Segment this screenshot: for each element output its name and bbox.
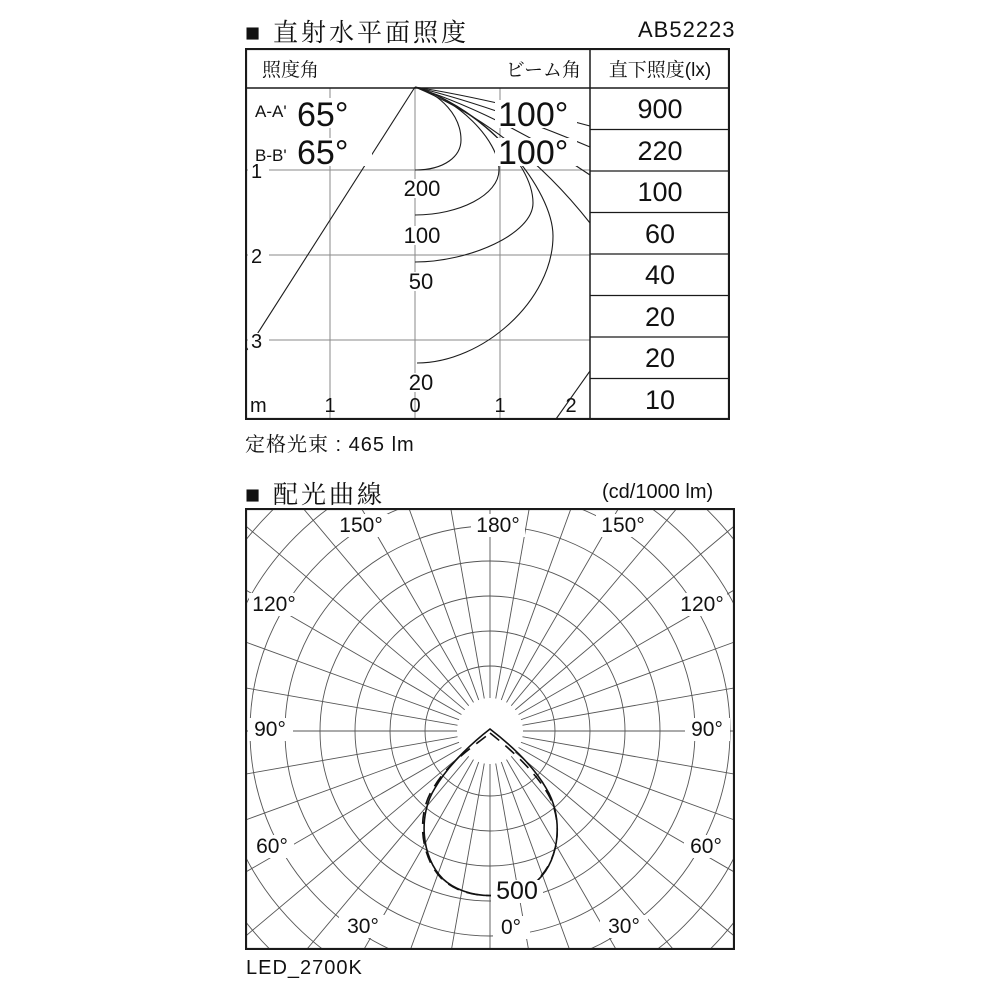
contour-label-20: 20 [408, 370, 434, 395]
depth-mark-1: 1 [251, 161, 263, 183]
distribution-chart-title: ■ 配光曲線 [245, 481, 386, 509]
lux-value: 60 [644, 219, 676, 249]
plane-b-angle: 65° [297, 134, 349, 172]
col-direct-lux: 直下照度(lx) [608, 60, 712, 81]
plane-a-beam: 100° [498, 96, 569, 134]
x-mark-m: m [250, 395, 267, 417]
contour-label-50: 50 [408, 269, 434, 294]
angle-0-bottom: 0° [500, 916, 522, 939]
illuminance-chart-title: ■ 直射水平面照度 [245, 19, 470, 47]
contour-label-100: 100 [403, 223, 441, 248]
plane-b-label: B-B' [255, 146, 287, 165]
x-mark-1l: 1 [324, 395, 336, 417]
x-mark-2: 2 [565, 395, 577, 417]
lux-value: 40 [644, 260, 676, 290]
polar-center-hole [457, 698, 523, 764]
plane-b-beam: 100° [498, 134, 569, 172]
depth-mark-3: 3 [251, 331, 263, 353]
lux-value: 100 [637, 177, 683, 207]
lux-value: 20 [644, 343, 676, 373]
plane-a-label: A-A' [255, 102, 287, 121]
rated-flux-note: 定格光束 : 465 lm [245, 434, 415, 456]
x-mark-1r: 1 [494, 395, 506, 417]
angle-150-top-right: 150° [601, 514, 645, 537]
angle-30-bottom-right: 30° [608, 915, 640, 938]
distribution-polar-chart [245, 508, 735, 950]
angle-180-top: 180° [476, 514, 520, 537]
illuminance-chart [245, 48, 730, 420]
col-beam-angle: ビーム角 [505, 60, 581, 81]
x-mark-0: 0 [409, 395, 421, 417]
intensity-label-500: 500 [496, 877, 538, 905]
angle-120-right: 120° [680, 593, 724, 616]
col-illuminance-angle: 照度角 [262, 60, 320, 81]
angle-30-bottom-left: 30° [347, 915, 379, 938]
lux-value: 10 [644, 385, 676, 415]
source-label: LED_2700K [246, 957, 363, 979]
plane-a-angle: 65° [297, 96, 349, 134]
contour-label-200: 200 [403, 176, 441, 201]
lux-value: 20 [644, 302, 676, 332]
product-code: AB52223 [638, 17, 736, 42]
angle-60-right: 60° [690, 835, 722, 858]
angle-120-left: 120° [252, 593, 296, 616]
distribution-unit: (cd/1000 lm) [602, 481, 714, 503]
isolux-200 [415, 87, 461, 170]
lux-value: 220 [637, 136, 683, 166]
depth-mark-2: 2 [251, 246, 263, 268]
angle-90-right: 90° [691, 718, 723, 741]
angle-150-top-left: 150° [339, 514, 383, 537]
angle-60-left: 60° [256, 835, 288, 858]
lux-row-separators [590, 130, 729, 379]
angle-90-left: 90° [254, 718, 286, 741]
lux-value: 900 [637, 94, 683, 124]
